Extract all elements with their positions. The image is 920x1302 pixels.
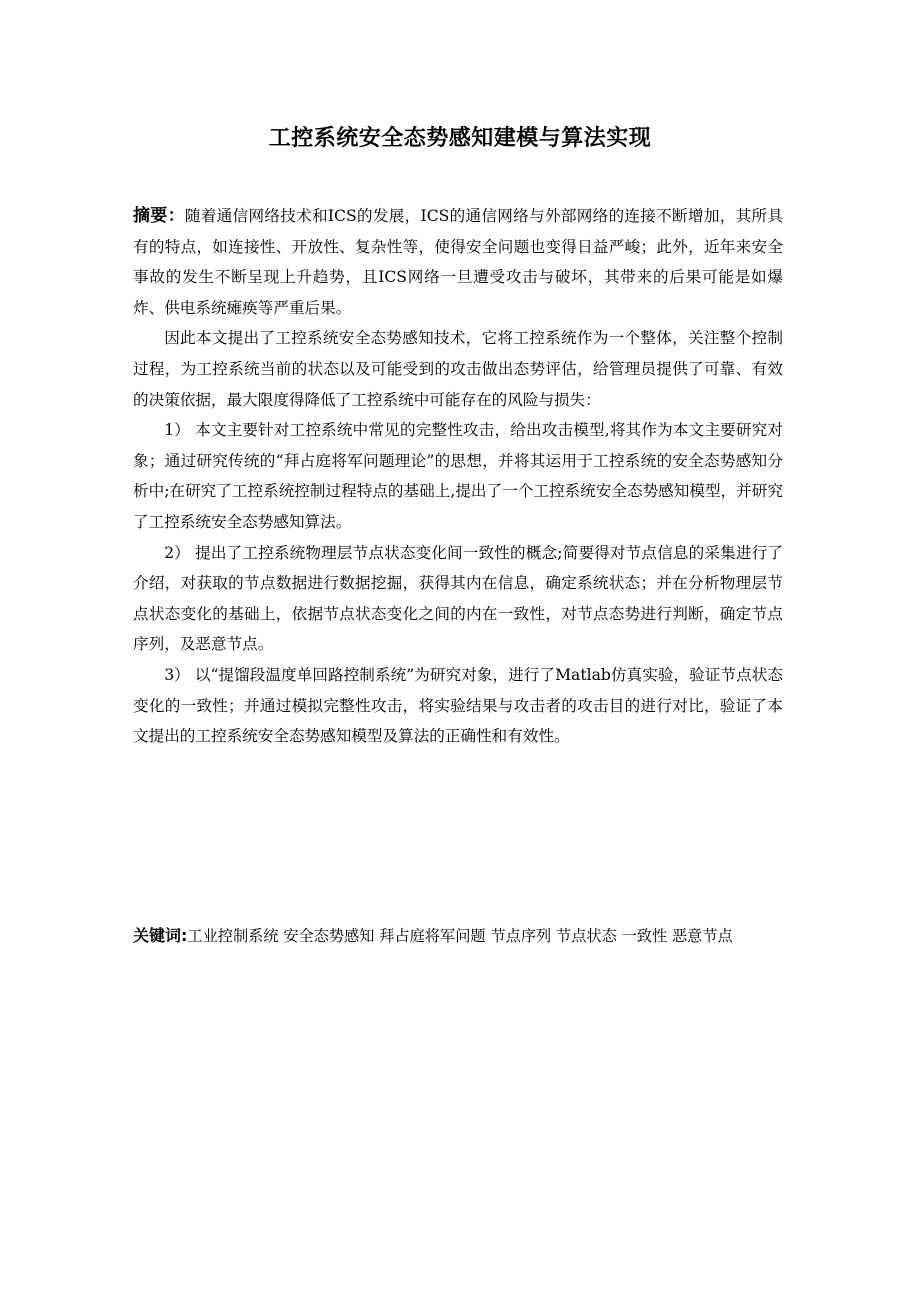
keywords-paragraph (133, 921, 783, 951)
abstract-item-3: 3） 以“提馏段温度单回路控制系统”为研究对象，进行了Matlab仿真实验，验证节点状态变化的一致性；并通过模拟完整性攻击，将实验结果与攻击者的攻击目的进行对比，验证了本文提出的工控系统安全态势感知模型及算法的正确性和有效性。 (133, 665, 783, 746)
abstract-label: 摘要： (133, 206, 185, 226)
keywords-label: 关键词: (133, 926, 188, 945)
abstract-paragraph-1-text: 随着通信网络技术和ICS的发展，ICS的通信网络与外部网络的连接不断增加，其所具有的特点，如连接性、开放性、复杂性等，使得安全问题也变得日益严峻；此外，近年来安全事故的发生不断呈现上升趋势，且ICS网络一旦遭受攻击与破坏，其带来的后果可能是如爆炸、供电系统瘫痪等严重后果。 (133, 207, 783, 317)
keywords-section (133, 921, 783, 951)
abstract-item-1: 1） 本文主要针对工控系统中常见的完整性攻击，给出攻击模型,将其作为本文主要研究对象；通过研究传统的“拜占庭将军问题理论”的思想，并将其运用于工控系统的安全态势感知分析中;在研究了工控系统控制过程特点的基础上,提出了一个工控系统安全态势感知模型，并研究了工控系统安全态势感知算法。 (133, 421, 783, 531)
abstract-paragraph-1 (133, 201, 783, 323)
keywords-text: 工业控制系统 安全态势感知 拜占庭将军问题 节点序列 节点状态 一致性 恶意节点 (187, 927, 733, 945)
abstract-paragraph-2: 因此本文提出了工控系统安全态势感知技术，它将工控系统作为一个整体，关注整个控制过程，为工控系统当前的状态以及可能受到的攻击做出态势评估，给管理员提供了可靠、有效的决策依据，最大限度得降低了工控系统中可能存在的风险与损失： (133, 329, 783, 409)
abstract-section (133, 201, 783, 752)
abstract-item-2: 2） 提出了工控系统物理层节点状态变化间一致性的概念;简要得对节点信息的采集进行了介绍，对获取的节点数据进行数据挖掘，获得其内在信息，确定系统状态；并在分析物理层节点状态变化的基础上，依据节点状态变化之间的内在一致性，对节点态势进行判断，确定节点序列，及恶意节点。 (133, 543, 783, 654)
document-title: 工控系统安全态势感知建模与算法实现 (268, 126, 652, 151)
